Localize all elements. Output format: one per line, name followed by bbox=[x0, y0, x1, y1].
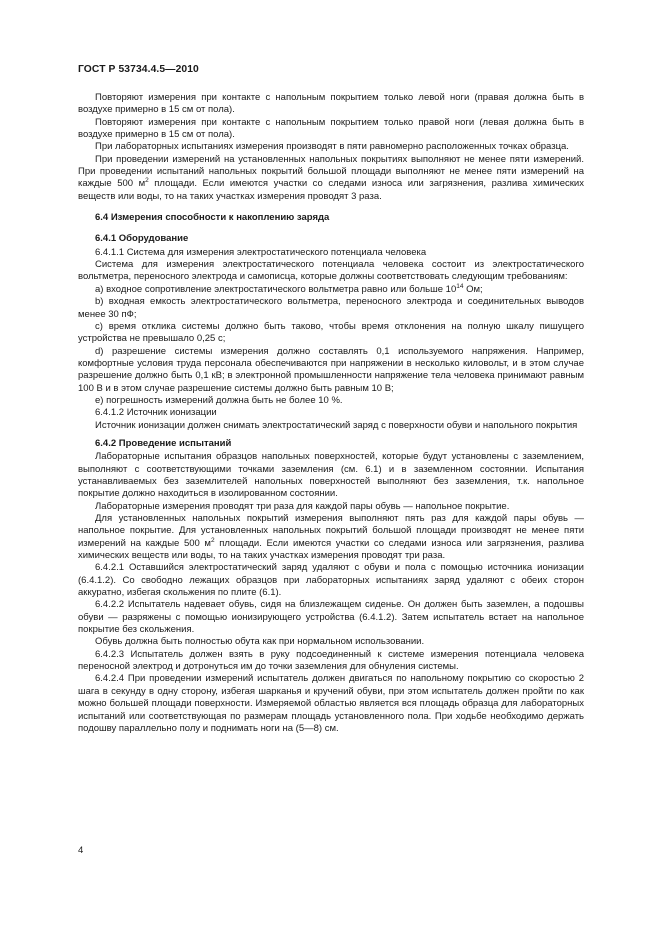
list-item: c) время отклика системы должно быть таково, чтобы время отклонения на полную шкалу пишущего устройства не превышало 0,25 с; bbox=[78, 320, 584, 345]
paragraph: Система для измерения электростатического потенциала человека состоит из электростатического вольтметра, переносного электрода и самописца, которые должны соответствовать следующим требованиям: bbox=[78, 259, 584, 283]
paragraph: Обувь должна быть полностью обута как при нормальном использовании. bbox=[95, 636, 425, 648]
text-run: площади. Если имеются участки со следами износа или загрязнения, разлива химических веществ или воды, то на таких участках измерения проводят три раза. bbox=[78, 537, 585, 562]
page-number: 4 bbox=[78, 845, 84, 856]
list-item: e) погрешность измерений должна быть не более 10 %. bbox=[95, 394, 343, 406]
section-heading-6-4-2: 6.4.2 Проведение испытаний bbox=[95, 437, 232, 449]
text-run: Для установленных напольных покрытий измерения выполняют пять раз для каждой пары обувь — напольное покрытие. Для установленных напольных покрытий большой площади производят не менее пяти измерений на каждые 500 м bbox=[78, 513, 584, 549]
list-item bbox=[78, 284, 584, 296]
list-item: b) входная емкость электростатического вольтметра, переносного электрода и соединительных выводов менее 30 пФ; bbox=[78, 296, 584, 320]
paragraph bbox=[78, 154, 584, 203]
paragraph: 6.4.2.2 Испытатель надевает обувь, сидя на близлежащем сиденье. Он должен быть заземлен, а подошвы обуви — разряжены с помощью ионизирующего устройства (6.4.1.2). Затем испытатель встает на напольное покрытие без скольжения. bbox=[78, 599, 584, 636]
paragraph: 6.4.1.1 Система для измерения электростатического потенциала человека bbox=[95, 246, 427, 258]
paragraph: Повторяют измерения при контакте с напольным покрытием только левой ноги (правая должна быть в воздухе примерно в 15 см от пола). bbox=[78, 92, 584, 116]
superscript: 2 bbox=[145, 177, 149, 185]
document-body bbox=[78, 92, 584, 735]
paragraph: 6.4.2.4 При проведении измерений испытатель должен двигаться по напольному покрытию со скоростью 2 шага в секунду в одну сторону, избегая шарканья и кручений обуви, при этом испытатель должен пройти по как можно большей площади поверхности. Измеряемой областью является вся площадь образца для лабораторных испытаний или соответствующая по размерам площадь установленного пола. При ходьбе необходимо держать подошву параллельно полу и поднимать ноги на (5—8) см. bbox=[78, 673, 584, 734]
paragraph: Повторяют измерения при контакте с напольным покрытием только правой ноги (левая должна быть в воздухе примерно в 15 см от пола). bbox=[78, 116, 584, 141]
section-heading-6-4: 6.4 Измерения способности к накоплению заряда bbox=[95, 212, 330, 224]
paragraph: При лабораторных испытаниях измерения производят в пяти равномерно расположенных точках образца. bbox=[95, 141, 569, 153]
text-run: a) входное сопротивление электростатического вольтметра равно или больше 10 bbox=[95, 283, 457, 295]
superscript: 14 bbox=[456, 282, 464, 290]
paragraph: Лабораторные испытания образцов напольных поверхностей, которые будут установлены с заземлением, выполняют с соответствующими точками заземления (см. 6.1) и в заземленном состоянии. Испытания устанавливаемых без заземлителей напольных поверхностей выполняют без заземления, т.к. напольное покрытие должно находиться в изолированном состоянии. bbox=[78, 451, 584, 500]
paragraph: Источник ионизации должен снимать электростатический заряд с поверхности обуви и напольного покрытия bbox=[95, 419, 578, 431]
paragraph: 6.4.2.3 Испытатель должен взять в руку подсоединенный к системе измерения потенциала человека переносной электрод и дотронуться им до точки заземления для обнуления системы. bbox=[78, 648, 584, 673]
text-run: площади. Если имеются участки со следами износа или загрязнения, разлива химических веществ или воды, то на таких участках измерения проводят 3 раза. bbox=[78, 178, 584, 202]
paragraph: 6.4.2.1 Оставшийся электростатический заряд удаляют с обуви и пола с помощью источника ионизации (6.4.1.2). Со свободно лежащих образцов при лабораторных испытаниях заряд удаляют с обеих сторон аккуратно, избегая скольжения по плите (6.1). bbox=[78, 562, 584, 599]
document-header: ГОСТ Р 53734.4.5—2010 bbox=[78, 64, 199, 75]
superscript: 2 bbox=[210, 536, 215, 544]
text-run: Ом; bbox=[463, 283, 483, 295]
paragraph: 6.4.1.2 Источник ионизации bbox=[95, 407, 217, 419]
paragraph bbox=[78, 513, 584, 562]
paragraph: Лабораторные измерения проводят три раза для каждой пары обувь — напольное покрытие. bbox=[95, 500, 510, 512]
list-item: d) разрешение системы измерения должно составлять 0,1 используемого напряжения. Например, комфортные условия труда персонала обеспечиваются при напряжении в несколько киловольт, и в этом случае разрешение должно быть 0,1 кВ; в электронной промышленности напряжение тела человека принимают равным 100 В и в этом случае разрешение системы должно быть равным 10 В; bbox=[78, 345, 584, 394]
text-run: При проведении измерений на установленных напольных покрытиях выполняют не менее пяти измерений. При проведении испытаний напольных покрытий большой площади выполняют не менее пяти измерений на каждые 500 м bbox=[78, 153, 584, 190]
section-heading-6-4-1: 6.4.1 Оборудование bbox=[95, 233, 189, 245]
